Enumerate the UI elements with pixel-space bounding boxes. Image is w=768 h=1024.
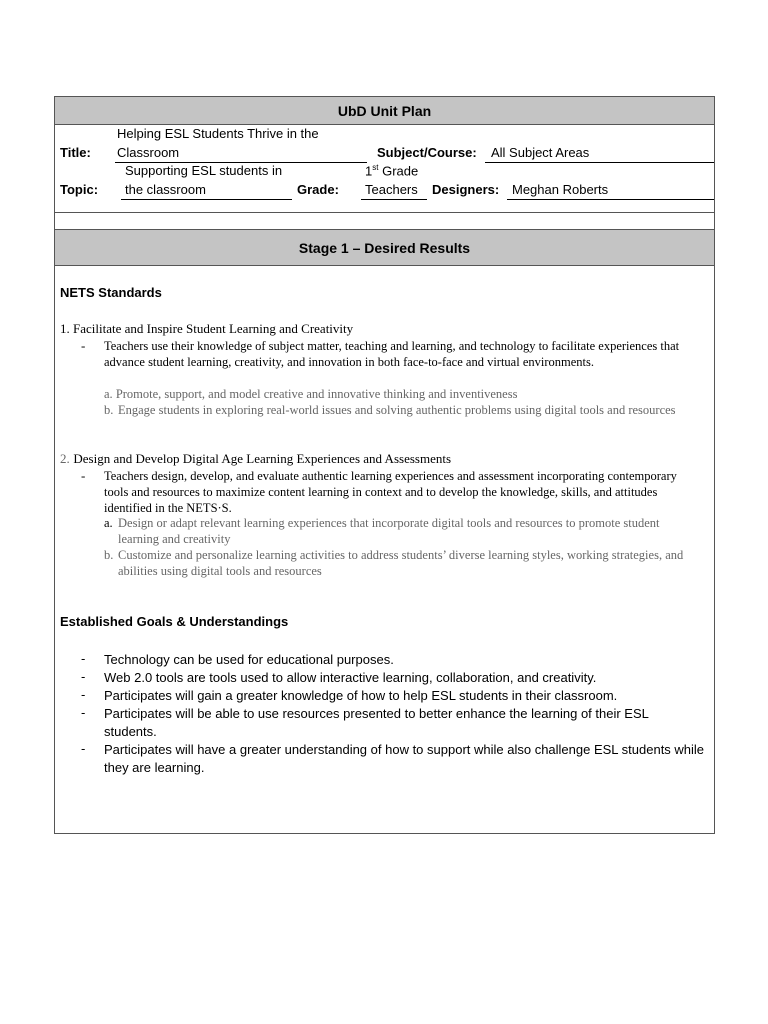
grade-underline	[361, 199, 427, 200]
topic-value-line1: Supporting ESL students in	[125, 163, 283, 178]
goal-item-1: Technology can be used for educational purposes.	[104, 652, 394, 667]
goal-bullet: -	[81, 669, 86, 684]
goal-bullet: -	[81, 741, 86, 756]
unit-plan-title: UbD Unit Plan	[337, 102, 432, 119]
designers-value: Meghan Roberts	[512, 182, 609, 197]
subject-underline	[485, 162, 714, 163]
subject-value: All Subject Areas	[491, 145, 590, 160]
unit-plan-form	[54, 96, 715, 834]
standard-1-dash: -	[81, 338, 86, 353]
goal-bullet: -	[81, 705, 86, 720]
standard-2a: a. Design or adapt relevant learning experiences that incorporate digital tools and resources to promote student learning and creativity	[104, 516, 660, 546]
topic-value-line2: the classroom	[125, 182, 206, 197]
goal-bullet: -	[81, 687, 86, 702]
title-label: Title:	[60, 145, 91, 160]
goals-heading: Established Goals & Understandings	[60, 614, 289, 629]
grade-value-line2: Teachers	[365, 182, 418, 197]
standard-2-dash: -	[81, 468, 86, 483]
standard-1-title: 1. Facilitate and Inspire Student Learning and Creativity	[60, 321, 354, 336]
topic-underline	[121, 199, 292, 200]
grade-value: 1st Grade	[365, 163, 419, 179]
grade-label: Grade:	[297, 182, 339, 197]
topic-label: Topic:	[60, 182, 99, 197]
header-divider	[55, 212, 714, 213]
standard-2-title: 2. Design and Develop Digital Age Learning Experiences and Assessments	[60, 451, 452, 466]
standard-1a: a. Promote, support, and model creative and innovative thinking and inventiveness	[104, 387, 518, 401]
stage1-title: Stage 1 – Desired Results	[298, 239, 471, 256]
standard-1-text: Teachers use their knowledge of subject matter, teaching and learning, and technology to facilitate experiences that advance student learning, creativity, and innovation in both face-to-face and virtual environments.	[104, 339, 680, 369]
unit-plan-title-band	[55, 97, 714, 125]
goal-item-5: Participates will have a greater understanding of how to support while also challenge ESL students while they are learning.	[104, 742, 705, 775]
designers-underline	[507, 199, 714, 200]
standard-2b: b. Customize and personalize learning activities to address students’ diverse learning styles, working strategies, and abilities using digital tools and resources	[104, 548, 684, 578]
nets-standards-heading: NETS Standards	[60, 285, 162, 300]
standard-2-text: Teachers design, develop, and evaluate authentic learning experiences and assessment incorporating contemporary tools and resources to maximize content learning in context and to develop the knowledge, skills, and attitudes identified in the NETS·S.	[104, 469, 677, 515]
title-value-line2: Classroom	[117, 145, 180, 160]
designers-label: Designers:	[432, 182, 500, 197]
stage1-band	[55, 229, 714, 266]
title-value-line1: Helping ESL Students Thrive in the	[117, 126, 319, 141]
goal-item-3: Participates will gain a greater knowledge of how to help ESL students in their classroom.	[104, 688, 618, 703]
goal-item-2: Web 2.0 tools are tools used to allow interactive learning, collaboration, and creativity.	[104, 670, 597, 685]
goal-item-4: Participates will be able to use resources presented to better enhance the learning of their ESL students.	[104, 706, 649, 739]
goal-bullet: -	[81, 651, 86, 666]
standard-1b: b. Engage students in exploring real-world issues and solving authentic problems using digital tools and resources	[104, 403, 676, 417]
subject-label: Subject/Course:	[377, 145, 477, 160]
